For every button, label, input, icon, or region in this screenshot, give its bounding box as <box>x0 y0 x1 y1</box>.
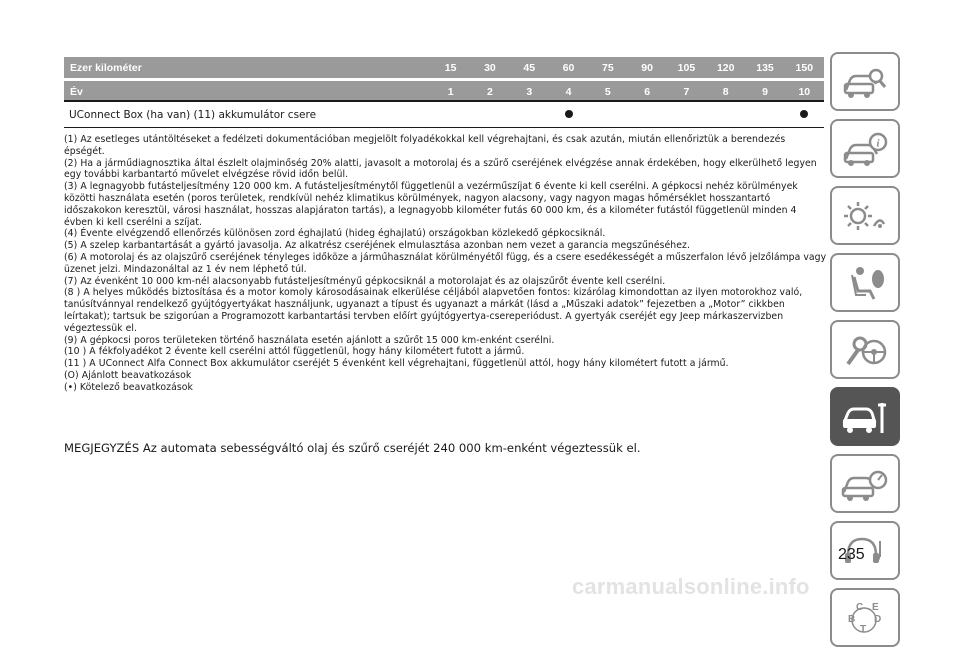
svg-text:B: B <box>848 613 856 625</box>
year-cell: 4 <box>565 85 572 98</box>
watermark: carmanualsonline.info <box>572 574 810 599</box>
km-cell: 90 <box>641 61 653 74</box>
nav-tab-airbag-seat[interactable] <box>830 253 900 312</box>
year-cell: 8 <box>722 85 729 98</box>
year-cell: 5 <box>604 85 611 98</box>
year-cell: 9 <box>762 85 768 98</box>
car-info-icon <box>840 129 890 169</box>
footnote: (3) A legnagyobb futásteljesítmény 120 000 km. A futásteljesítménytől függetlenül a vezérműszíjat 6 évente ki kell cserélni. A gépkocsi nehéz körülmények közötti használata esetén (poros területek, rendkívül nehéz klimatikus körülmények, nagyon alacsony, vagy nagyon magas hőmérséklet hosszantartó időszakokon keresztül, városi használat, hosszas alapjáraton tartás), a legnagyobb kilométer futás 60 000 km, és a kilométer futástól függetlenül minden 4 évben ki kell cserélni a szíjat. <box>64 181 798 228</box>
footnote: (8 ) A helyes működés biztosítása és a motor komoly károsodásainak elkerülése céljából alapvetően fontos: kizárólag kimondottan az ilyen motorokhoz való, tanúsítvánnyal rendelkező gyújtógyertyákat használjunk, ugyanazt a típust és ugyanazt a márkát (lásd a „Műszaki adatok” fejezetben a „Motor” cikkben leírtakat); tartsuk be szigorúan a Programozott karbantartási tervben előírt gyújtógyertya-csereperiódust. A gyertyák cseréjét egy Jeep márkaszervizben végeztessük el. <box>64 287 803 334</box>
km-cell: 150 <box>795 61 814 74</box>
svg-text:T: T <box>860 623 867 635</box>
km-cell: 30 <box>484 61 496 74</box>
alphabet-index-icon <box>840 598 890 638</box>
year-header-row <box>64 81 824 102</box>
car-search-icon <box>840 62 890 102</box>
year-cell: 3 <box>526 85 533 98</box>
airbag-seat-icon <box>840 263 890 303</box>
footnote: (11 ) A UConnect Alfa Connect Box akkumulátor cseréjét 5 évenként kell végrehajtani, függetlenül attól, hogy hány kilométert futott a jármű. <box>64 358 729 370</box>
car-tools-icon <box>840 397 890 437</box>
nav-tab-dashboard-lights[interactable] <box>830 186 900 245</box>
table-row <box>64 102 824 128</box>
year-cell: 7 <box>683 85 690 98</box>
km-cell: 135 <box>756 61 774 74</box>
km-header-row <box>64 57 824 78</box>
km-cell: 105 <box>677 61 696 74</box>
km-label: Ezer kilométer <box>70 61 142 74</box>
car-gauge-icon <box>840 464 890 504</box>
maintenance-table <box>64 57 824 128</box>
year-cell: 1 <box>447 85 454 98</box>
schedule-cell <box>549 109 588 121</box>
row-label: UConnect Box (ha van) (11) akkumulátor csere <box>69 108 317 121</box>
svg-text:E: E <box>872 601 879 613</box>
km-cell: 45 <box>523 61 536 74</box>
page-number: 235 <box>838 546 865 563</box>
nav-tab-car-tools[interactable] <box>830 387 900 446</box>
footnote: (10 ) A fékfolyadékot 2 évente kell cserélni attól függetlenül, hogy hány kilométert futott a jármű. <box>64 346 525 358</box>
svg-text:D: D <box>874 613 882 625</box>
footnote: (7) Az évenként 10 000 km-nél alacsonyabb futásteljesítményű gépkocsiknál a motorolajat és az olajszűrőt évente kell cserélni. <box>64 275 666 287</box>
footnote: (O) Ajánlott beavatkozások <box>64 369 192 381</box>
km-cell: 15 <box>444 61 457 74</box>
mandatory-dot <box>800 110 808 118</box>
mandatory-dot <box>565 110 573 118</box>
footnotes <box>64 134 828 394</box>
footnote: (5) A szelep karbantartását a gyártó javasolja. Az alkatrész cseréjének elmulasztása azonban nem vezet a garancia megszűnéséhez. <box>64 240 690 252</box>
wrench-steering-icon <box>840 330 890 370</box>
nav-tab-car-search[interactable] <box>830 52 900 111</box>
year-cell: 2 <box>487 85 493 98</box>
footnote: (•) Kötelező beavatkozások <box>64 381 193 393</box>
chapter-sidebar <box>830 52 902 655</box>
nav-tab-car-gauge[interactable] <box>830 454 900 513</box>
km-cell: 75 <box>601 61 614 74</box>
footnote: (2) Ha a járműdiagnosztika által észlelt olajminőség 20% alatti, javasolt a motorolaj és a szűrő cseréjének elvégzése annak érdekében, hogy elkerülhető legyen egy további karbantartó művelet elvégzése rövid időn belül. <box>64 157 817 181</box>
footnote: (4) Évente elvégzendő ellenőrzés különösen zord éghajlatú (hideg éghajlatú) országokban közlekedő gépkocsiknál. <box>64 228 606 240</box>
km-cell: 120 <box>716 61 735 74</box>
schedule-cell <box>785 109 824 121</box>
year-label: Év <box>70 85 83 98</box>
footnote: (9) A gépkocsi poros területeken történő használata esetén ajánlott a szűrőt 15 000 km-enként cserélni. <box>64 334 555 346</box>
dashboard-lights-icon <box>840 196 890 236</box>
nav-tab-car-info[interactable] <box>830 119 900 178</box>
remark: MEGJEGYZÉS Az automata sebességváltó olaj és szűrő cseréjét 240 000 km-enként végeztessük el. <box>64 441 641 455</box>
nav-tab-index[interactable] <box>830 588 900 647</box>
footnote: (6) A motorolaj és az olajszűrő cseréjének tényleges időköze a járműhasználat körülményétől függ, és a csere esedékességét a műszerfalon lévő jelzőlámpa vagy üzenet jelzi. Mindazonáltal az 1 év nem léphető túl. <box>64 251 827 275</box>
nav-tab-wrench-steering[interactable] <box>830 320 900 379</box>
km-cell: 60 <box>562 61 575 74</box>
table-divider <box>64 100 824 102</box>
year-cell: 10 <box>798 85 811 98</box>
year-cell: 6 <box>644 85 651 98</box>
svg-text:i: i <box>876 137 880 149</box>
footnote: (1) Az esetleges utántöltéseket a fedélzeti dokumentációban megjelölt folyadékokkal kell végrehajtani, és csak azután, miután ellenőriztük a berendezés épségét. <box>64 134 786 157</box>
svg-text:C: C <box>856 601 864 613</box>
